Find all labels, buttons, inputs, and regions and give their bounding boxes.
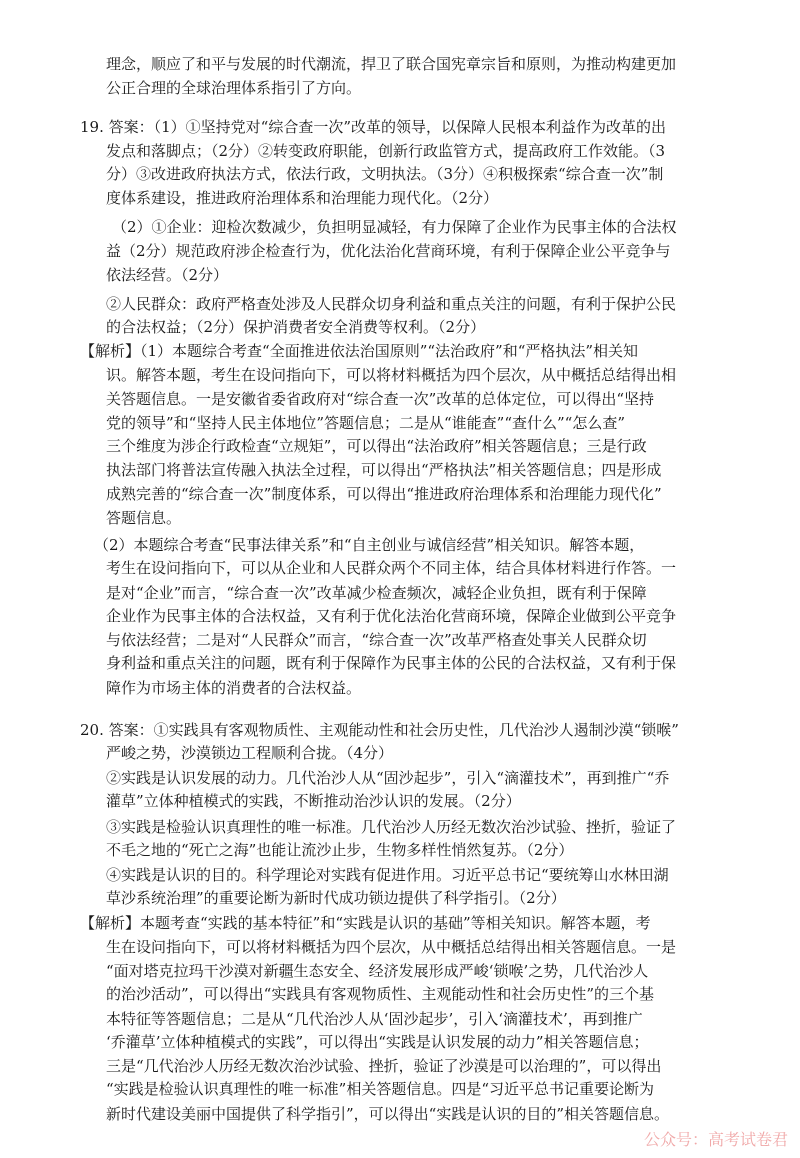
q19-analysis-line: 关答题信息。一是安徽省委省政府对“综合查一次”改革的总体定位，可以得出“坚持 [106,389,655,408]
q20-answer-line: 不毛之地的“死亡之海”也能让流沙止步，生物多样性悄然复苏。（2分） [106,840,574,859]
q19-analysis-line: 与依法经营；二是对“人民群众”而言，“综合查一次”改革严格查处事关人民群众切 [106,631,647,650]
q20-analysis-line: 三是“几代治沙人历经无数次治沙试验、挫折，验证了沙漠是可以治理的”，可以得出 [106,1057,662,1076]
q19-analysis-line: 【解析】（1）本题综合考查“全面推进依法治国原则”“法治政府”和“严格执法”相关知 [80,342,639,361]
q19-answer-line: 分）③改进政府执法方式，依法行政，文明执法。（3分）④积极探索“综合查一次”制 [106,164,664,183]
q19-answer-line: （2）①企业：迎检次数减少，负担明显减轻，有力保障了企业作为民事主体的合法权 [112,218,677,237]
q19-analysis-line: 识。解答本题，考生在设问指向下，可以将材料概括为四个层次，从中概括总结得出相 [106,366,677,385]
intro-line: 理念，顺应了和平与发展的时代潮流，捍卫了联合国宪章宗旨和原则，为推动构建更加 [106,55,677,73]
q19-analysis-line: 考生在设问指向下，可以从企业和人民群众两个不同主体，结合具体材料进行作答。一 [106,559,677,578]
q19-answer-line: 度体系建设，推进政府治理体系和治理能力现代化。（2分） [106,189,499,208]
q19-analysis-line: 成熟完善的“综合查一次”制度体系，可以得出“推进政府治理体系和治理能力现代化” [106,484,662,503]
q20-answer-line: ④实践是认识的目的。科学理论对实践有促进作用。习近平总书记“要统筹山水林田湖 [106,865,669,884]
q19-answer-line: ②人民群众：政府严格查处涉及人民群众切身利益和重点关注的问题，有利于保护公民 [106,294,677,313]
q19-answer-line: 的合法权益；（2分）保护消费者安全消费等权利。（2分） [106,317,486,336]
q20-answer-line: 草沙系统治理”的重要论断为新时代成功锁边提供了科学指引。（2分） [106,889,566,908]
q20-analysis-line: “实践是检验认识真理性的唯一标准”相关答题信息。四是“习近平总书记重要论断为 [106,1080,655,1099]
q20-analysis-line: 【解析】本题考查“实践的基本特征”和“实践是认识的基础”等相关知识。解答本题，考 [80,914,651,933]
intro-line: 公正合理的全球治理体系指引了方向。 [106,79,362,98]
q19-answer-line: 依法经营。（2分） [106,265,229,284]
q20-analysis-line: 本特征等答题信息；二是从“几代治沙人从‘固沙起步’，引入‘滴灌技术’，再到推广 [106,1009,643,1028]
q19-analysis-line: 障作为市场主体的消费者的合法权益。 [106,678,362,697]
q20-answer-line: ②实践是认识发展的动力。几代治沙人从“固沙起步”，引入“滴灌技术”，再到推广“乔 [106,769,670,788]
q20-answer-line: ③实践是检验认识真理性的唯一标准。几代治沙人历经无数次治沙试验、挫折，验证了 [106,817,677,836]
q19-analysis-line: 党的领导”和“坚持人民主体地位”答题信息；二是从“谁能查”“查什么”“怎么查” [106,413,626,432]
q20-analysis-line: 生在设问指向下，可以将材料概括为四个层次，从中概括总结得出相关答题信息。一是 [106,937,677,956]
q19-analysis-line: 身利益和重点关注的问题，既有利于保障作为民事主体的公民的合法权益，又有利于保 [106,654,677,673]
q19-answer-line: 发点和落脚点；（2分）②转变政府职能，创新行政监管方式，提高政府工作效能。（3 [106,141,666,160]
q20-analysis-line: 新时代建设美丽中国提供了科学指引”，可以得出“实践是认识的目的”相关答题信息。 [106,1104,670,1123]
q19-analysis-line: 三个维度为涉企行政检查“立规矩”，可以得出“法治政府”相关答题信息；三是行政 [106,437,647,456]
q19-analysis-line: 企业作为民事主体的合法权益，又有利于优化法治化营商环境，保障企业做到公平竞争 [106,606,677,625]
q20-analysis-line: 的治沙活动”，可以得出“实践具有客观物质性、主观能动性和社会历史性”的三个基 [106,985,655,1004]
q19-answer-line: 益（2分）规范政府涉企检查行为，优化法治化营商环境，有利于保障企业公平竞争与 [106,242,671,261]
q20-answer-line: 灌草”立体种植模式的实践，不断推动治沙认识的发展。（2分） [106,792,521,811]
q19-analysis-line: 执法部门将普法宣传融入执法全过程，可以得出“严格执法”相关答题信息；四是形成 [106,461,662,480]
q20-analysis-line: ‘乔灌草’立体种植模式的实践”，可以得出“实践是认识发展的动力”相关答题信息； [106,1032,649,1051]
q19-analysis-line: 答题信息。 [106,508,182,527]
q19-analysis-line: （2）本题综合考查“民事法律关系”和“自主创业与诚信经营”相关知识。解答本题， [94,536,645,554]
q19-analysis-line: 是对“企业”而言，“综合查一次”改革减少检查频次，减轻企业负担，既有利于保障 [106,583,647,602]
q19-answer-line: 19. 答案：（1）①坚持党对“综合查一次”改革的领导，以保障人民根本利益作为改革的出 [80,118,667,137]
q20-answer-line: 严峻之势，沙漠锁边工程顺利合拢。（4分） [106,743,394,762]
watermark: 公众号：高考试卷君 [643,1130,788,1149]
q20-analysis-line: “面对塔克拉玛干沙漠对新疆生态安全、经济发展形成严峻‘锁喉’之势，几代治沙人 [106,962,649,980]
q20-answer-line: 20. 答案：①实践具有客观物质性、主观能动性和社会历史性，几代治沙人遏制沙漠“锁喉” [80,720,679,739]
